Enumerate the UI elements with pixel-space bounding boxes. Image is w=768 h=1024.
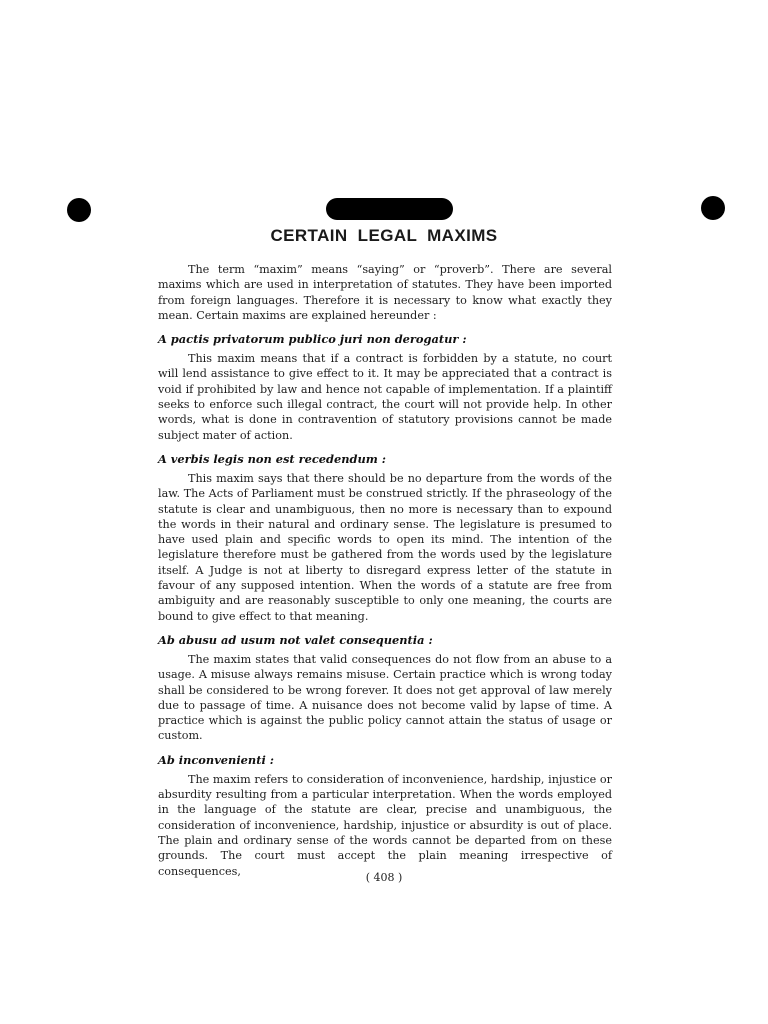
maxim-heading: Ab inconvenienti : bbox=[158, 752, 274, 767]
maxim-heading: A pactis privatorum publico juri non derogatur : bbox=[158, 332, 467, 347]
page-number: ( 408 ) bbox=[365, 871, 403, 884]
page-title: CERTAIN LEGAL MAXIMS bbox=[270, 226, 498, 245]
maxim-paragraph: This maxim means that if a contract is forbidden by a statute, no court will lend assistance to give effect to it. It may be appreciated that a contract is void if prohibited by law and hence not capable of implementation. If a plaintiff seeks to enforce such illegal contract, the court will not provide help. In other words, what is done in contravention of statutory provisions cannot be made subject mater of action. bbox=[158, 352, 612, 442]
punch-hole-left bbox=[67, 198, 91, 222]
document-body bbox=[158, 262, 612, 879]
redaction-mark bbox=[326, 198, 453, 220]
punch-hole-right bbox=[701, 196, 725, 220]
maxim-paragraph: The maxim states that valid consequences do not flow from an abuse to a usage. A misuse always remains misuse. Certain practice which is wrong today shall be considered to be wrong forever. It does not get approval of law merely due to passage of time. A nuisance does not become valid by lapse of time. A practice which is against the public policy cannot attain the status of usage or custom. bbox=[158, 652, 612, 743]
maxim-heading: Ab abusu ad usum not valet consequentia : bbox=[158, 632, 433, 647]
maxim-heading: A verbis legis non est recedendum : bbox=[158, 451, 386, 466]
maxim-paragraph: The maxim refers to consideration of inconvenience, hardship, injustice or absurdity resulting from a particular interpretation. When the words employed in the language of the statute are clear, precise and unambiguous, the consideration of inconvenience, hardship, injustice or absurdity is out of place. The plain and ordinary sense of the words cannot be departed from on these grounds. The court must accept the plain meaning irrespective of consequences, bbox=[158, 772, 612, 878]
maxim-paragraph: This maxim says that there should be no departure from the words of the law. The Acts of Parliament must be construed strictly. If the phraseology of the statute is clear and unambiguous, then no more is necessary than to expound the words in their natural and ordinary sense. The legislature is presumed to have used plain and specific words to open its mind. The intention of the legislature therefore must be gathered from the words used by the legislature itself. A Judge is not at liberty to disregard express letter of the statute in favour of any supposed intention. When the words of a statute are free from ambiguity and are reasonably susceptible to only one meaning, the courts are bound to give effect to that meaning. bbox=[158, 471, 612, 623]
intro-paragraph: The term “maxim” means “saying” or “proverb”. There are several maxims which are used in interpretation of statutes. They have been imported from foreign languages. Therefore it is necessary to know what exactly they mean. Certain maxims are explained hereunder : bbox=[158, 263, 612, 322]
